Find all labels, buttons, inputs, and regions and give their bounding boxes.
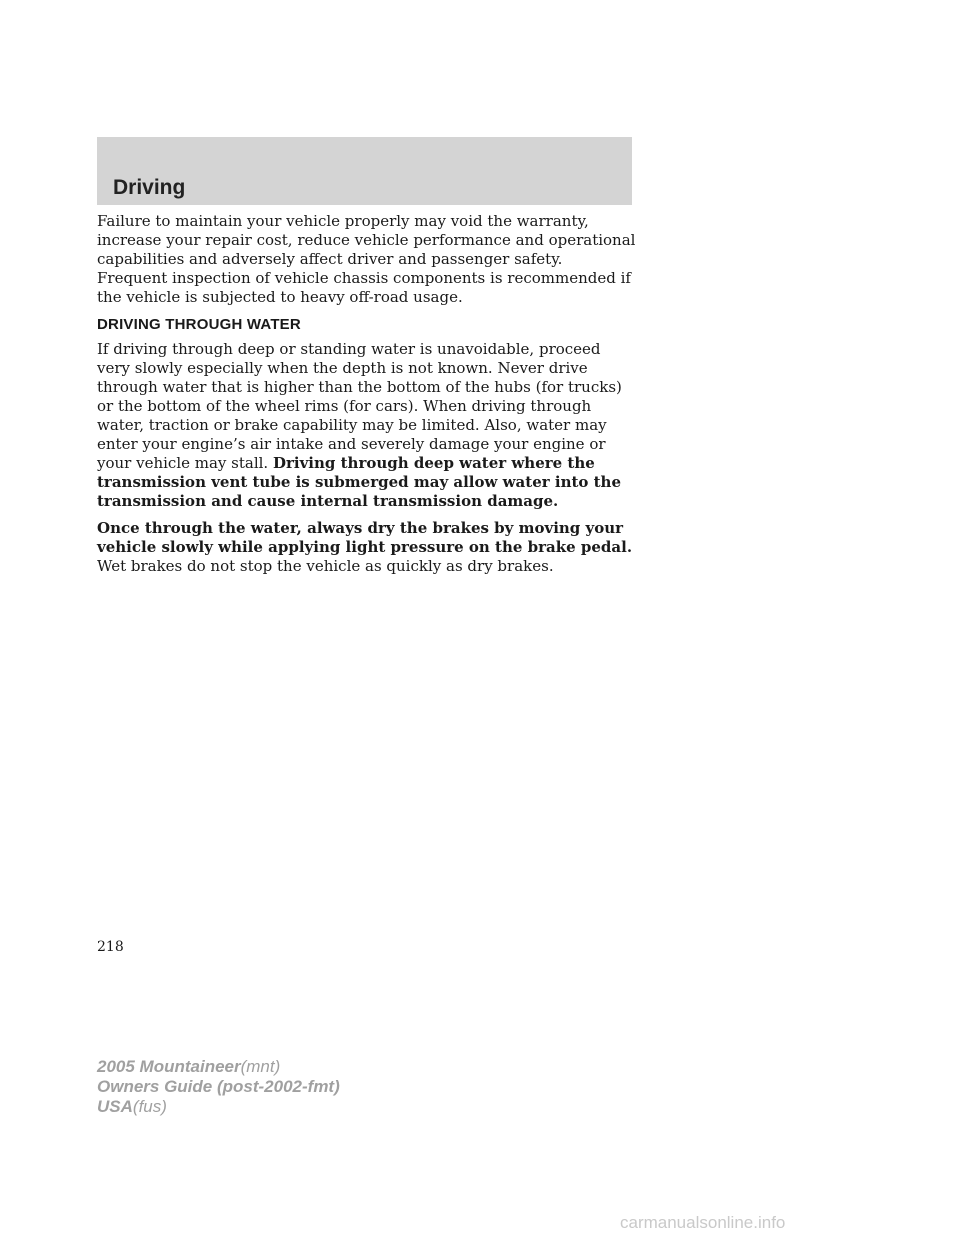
paragraph-dry-brakes bbox=[97, 519, 637, 576]
footer-market-code: (fus) bbox=[132, 1097, 167, 1116]
paragraph-driving-through-water-text: If driving through deep or standing water is unavoidable, proceed very slowly especially when the depth is not known. Never drive through water that is higher than the bottom of the hubs (for trucks) or the bottom of the wheel rims (for cars). When driving through water, traction or brake capability may be limited. Also, water may enter your engine’s air intake and severely damage your engine or your vehicle may stall. bbox=[97, 340, 622, 472]
footer-guide: Owners Guide (post-2002-fmt) bbox=[97, 1077, 340, 1096]
section-header-band bbox=[97, 137, 632, 205]
footer-line-model bbox=[97, 1057, 340, 1077]
footer-model: 2005 Mountaineer bbox=[97, 1057, 241, 1076]
heading-driving-through-water: DRIVING THROUGH WATER bbox=[97, 316, 301, 333]
section-title: Driving bbox=[113, 176, 186, 199]
dry-brakes-instruction: Once through the water, always dry the brakes by moving your vehicle slowly while applying light pressure on the brake pedal. bbox=[97, 519, 633, 556]
watermark-text: carmanualsonline.info bbox=[620, 1213, 786, 1232]
footer-model-code: (mnt) bbox=[240, 1057, 281, 1076]
transmission-warning: Driving through deep water where the transmission vent tube is submerged may allow water into the transmission and cause internal transmission damage. bbox=[97, 454, 622, 510]
wet-brakes-note: Wet brakes do not stop the vehicle as quickly as dry brakes. bbox=[97, 557, 554, 575]
paragraph-maintenance: Failure to maintain your vehicle properly may void the warranty, increase your repair cost, reduce vehicle performance and operational capabilities and adversely affect driver and passenger safety. Frequent inspection of vehicle chassis components is recommended if the vehicle is subjected to heavy off-road usage. bbox=[97, 212, 636, 306]
page-content bbox=[97, 212, 637, 584]
footer-line-market bbox=[97, 1097, 340, 1117]
footer-line-guide bbox=[97, 1077, 340, 1097]
page-number: 218 bbox=[97, 939, 124, 955]
footer-document-info bbox=[97, 1057, 340, 1117]
footer-market: USA bbox=[97, 1097, 133, 1116]
paragraph-driving-through-water bbox=[97, 340, 637, 511]
